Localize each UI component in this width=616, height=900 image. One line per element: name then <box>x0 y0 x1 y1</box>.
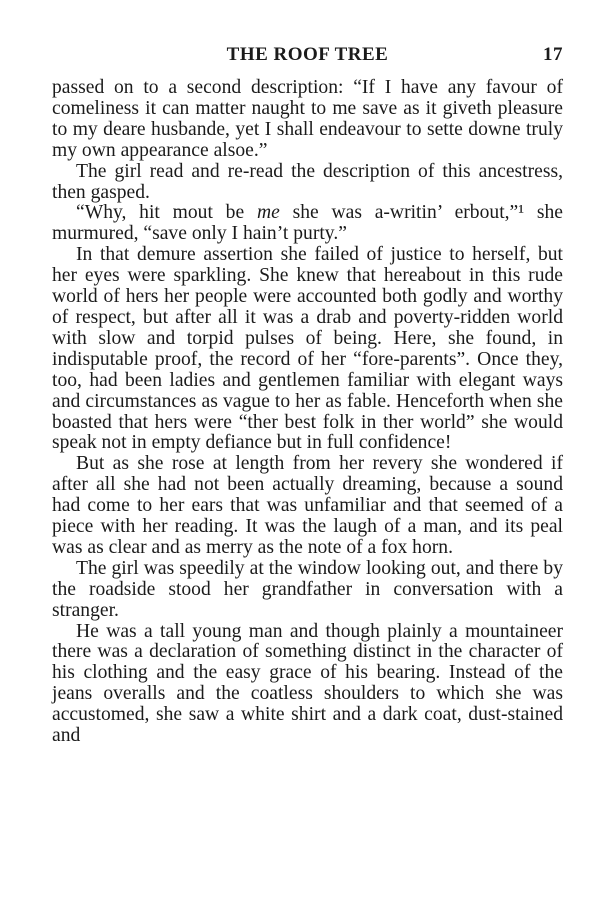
paragraph: But as she rose at length from her revery she wondered if after all she had not been actually dreaming, because a sound had come to her ears that was unfamiliar and that seemed of a piece with her reading. It was the laugh of a man, and its peal was as clear and as merry as the note of a fox horn. <box>52 453 563 558</box>
book-page <box>52 44 563 747</box>
paragraph-continued: passed on to a second description: “If I have any favour of comeliness it can matter naught to me save as it giveth pleasure to my deare husbande, yet I shall endeavour to sette downe truly my own appearance alsoe.” <box>52 77 563 161</box>
running-header <box>52 44 563 78</box>
paragraph-text: “Why, hit mout be <box>76 202 257 224</box>
body-text <box>52 78 563 747</box>
page-number: 17 <box>543 44 563 65</box>
emphasized-word: me <box>256 202 280 224</box>
paragraph: The girl was speedily at the window looking out, and there by the roadside stood her grandfather in conversation with a stranger. <box>52 557 563 621</box>
paragraph-text: she was a-writin’ erbout,”¹ she murmured, “save only I hain’t purty.” <box>52 202 563 245</box>
paragraph: The girl read and re-read the description of this ancestress, then gasped. <box>52 160 563 203</box>
paragraph: In that demure assertion she failed of justice to herself, but her eyes were sparkling. She knew that hereabout in this rude world of hers her people were accounted both godly and worthy of respect, but after all it was a drab and poverty-ridden world with slow and torpid pulses of being. Here, she found, in indisputable proof, the record of her “fore-parents”. Once they, too, had been ladies and gentlemen familiar with elegant ways and circumstances as vague to her as fable. Henceforth when she boasted that hers were “ther best folk in ther world” she would speak not in empty defiance but in full confidence! <box>52 244 563 454</box>
paragraph: He was a tall young man and though plainly a mountaineer there was a declaration of something distinct in the character of his clothing and the easy grace of his bearing. Instead of the jeans overalls and the coatless shoulders to which she was accustomed, she saw a white shirt and a dark coat, dust-stained and <box>52 620 563 747</box>
paragraph-with-emphasis <box>52 203 563 245</box>
running-title: THE ROOF TREE <box>226 44 389 65</box>
